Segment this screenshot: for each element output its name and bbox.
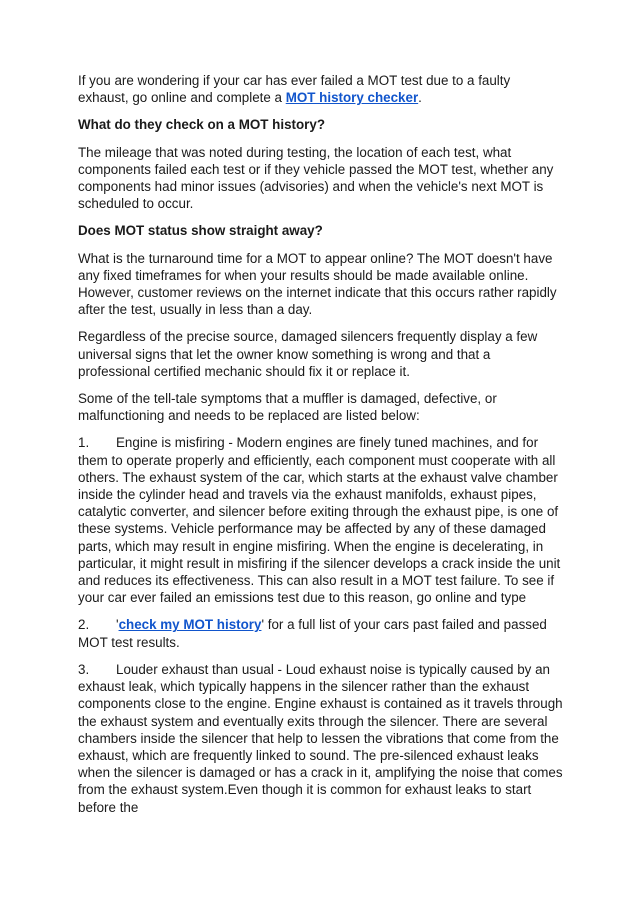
section2-paragraph-3: Some of the tell-tale symptoms that a muffler is damaged, defective, or malfunctioning and needs to be replaced are listed below: <box>78 391 497 424</box>
intro-text: If you are wondering if your car has ever failed a MOT test due to a faulty exhaust, go online and complete a <box>78 73 511 106</box>
section1-heading: What do they check on a MOT history? <box>78 117 326 133</box>
section2-paragraph-1: What is the turnaround time for a MOT to appear online? The MOT doesn't have any fixed timeframes for when your results should be made available online. However, customer reviews on the internet indicate that this occurs rather rapidly after the test, usually in less than a day. <box>78 250 557 318</box>
list-item-1 <box>78 434 564 606</box>
list-item-2-quote-open: ' <box>116 617 119 633</box>
section2-heading: Does MOT status show straight away? <box>78 223 323 239</box>
list-item-3-number: 3. <box>78 661 90 677</box>
list-item-2 <box>78 616 564 650</box>
list-item-3-text: Louder exhaust than usual - Loud exhaust noise is typically caused by an exhaust leak, which typically happens in the silencer rather than the exhaust components close to the engine. Engine exhaust is contained as it travels through the exhaust system and eventually exits through the silencer. There are several chambers inside the silencer that help to lessen the vibrations that come from the exhaust, which are frequently linked to sound. The pre-silenced exhaust leaks when the silencer is damaged or has a crack in it, amplifying the noise that comes from the exhaust system.Even though it is common for exhaust leaks to start before the <box>78 661 563 815</box>
list-item-2-text: for a full list of your cars past failed and passed MOT test results. <box>78 617 547 650</box>
intro-paragraph <box>78 72 564 106</box>
list-item-1-number: 1. <box>78 435 90 451</box>
check-my-mot-history-link[interactable]: check my MOT history <box>118 617 262 633</box>
list-item-2-quote-close: ' <box>261 617 265 633</box>
list-item-3 <box>78 661 564 816</box>
intro-period: . <box>418 90 422 106</box>
document-page <box>78 72 564 826</box>
list-item-1-text: Engine is misfiring - Modern engines are finely tuned machines, and for them to operate properly and efficiently, each component must cooperate with all others. The exhaust system of the car, which starts at the exhaust valve chamber inside the cylinder head and travels via the exhaust manifolds, exhaust pipes, catalytic converter, and silencer before exiting through the exhaust pipe, is one of these systems. Vehicle performance may be affected by any of these damaged parts, which may result in engine misfiring. When the engine is decelerating, in particular, it might result in misfiring if the silencer develops a crack inside the unit and reduces its effectiveness. This can also result in a MOT test failure. To see if your car ever failed an emissions test due to this reason, go online and type <box>78 435 561 606</box>
list-item-2-number: 2. <box>78 617 90 633</box>
mot-history-checker-link[interactable]: MOT history checker <box>285 90 419 106</box>
section2-paragraph-2: Regardless of the precise source, damaged silencers frequently display a few universal signs that let the owner know something is wrong and that a professional certified mechanic should fix it or replace it. <box>78 329 538 379</box>
section1-body: The mileage that was noted during testing, the location of each test, what components failed each test or if they vehicle passed the MOT test, whether any components had minor issues (advisories) and when the vehicle's next MOT is scheduled to occur. <box>78 144 554 212</box>
